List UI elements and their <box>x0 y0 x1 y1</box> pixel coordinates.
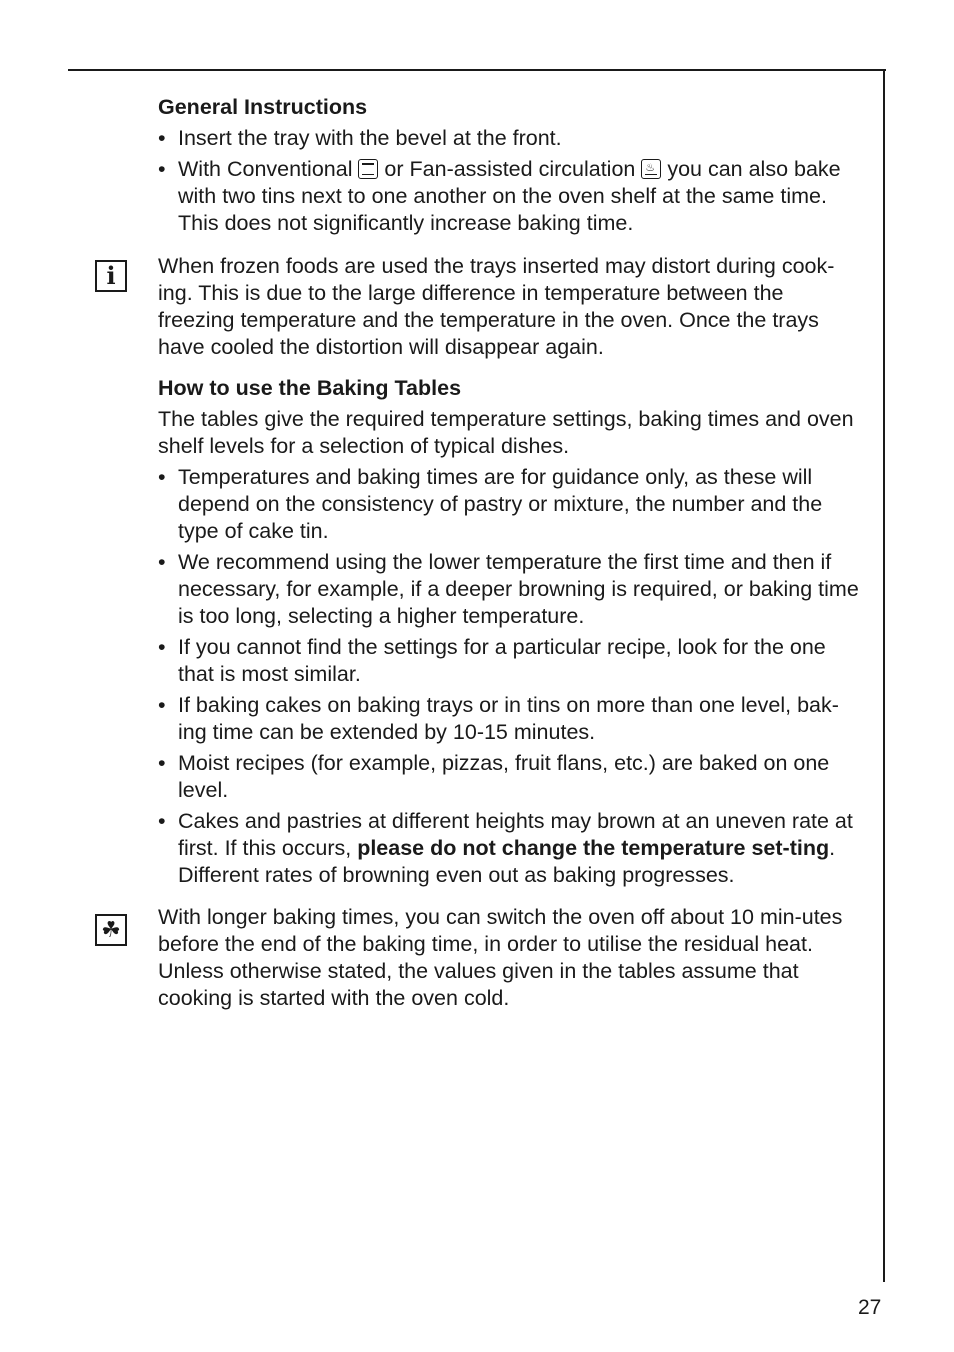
baking-tables-intro: The tables give the required temperature settings, baking times and oven shelf levels for a selection of typical dishes. <box>158 407 854 458</box>
energy-saving-icon: ☘ <box>95 914 127 946</box>
baking-tables-heading: How to use the Baking Tables <box>158 376 462 400</box>
fan-assisted-circulation-icon: ♨ <box>641 159 661 179</box>
right-margin-rule <box>883 69 885 1282</box>
list-item: • Moist recipes (for example, pizzas, fruit flans, etc.) are baked on one level. <box>158 750 862 804</box>
list-item: • With Conventional or Fan-assisted circulation ♨ you can also bake with two tins next to one another on the oven shelf at the same time. This does not significantly increase baking time. <box>158 156 862 237</box>
top-rule <box>68 69 886 71</box>
page-number: 27 <box>858 1296 882 1319</box>
general-instructions-list <box>158 125 862 237</box>
list-item: • Temperatures and baking times are for guidance only, as these will depend on the consistency of pastry or mixture, the number and the type of cake tin. <box>158 464 862 545</box>
page-content <box>158 94 862 1012</box>
frozen-foods-note: When frozen foods are used the trays inserted may distort during cook-ing. This is due to the large difference in temperature between the freezing temperature and the temperature in the oven. Once the trays have cooled the distortion will disappear again. <box>158 254 835 359</box>
baking-tables-list <box>158 464 862 889</box>
residual-heat-note: With longer baking times, you can switch the oven off about 10 min-utes before the end of the baking time, in order to utilise the residual heat. <box>158 905 843 956</box>
cold-start-note: Unless otherwise stated, the values given in the tables assume that cooking is started with the oven cold. <box>158 959 799 1010</box>
list-item: • If baking cakes on baking trays or in tins on more than one level, bak-ing time can be extended by 10-15 minutes. <box>158 692 862 746</box>
temperature-warning: please do not change the temperature set-ting <box>357 836 830 860</box>
info-icon: i <box>95 260 127 292</box>
list-item: • Cakes and pastries at different heights may brown at an uneven rate at first. If this occurs, please do not change the temperature set-ting. Different rates of browning even out as baking progresses. <box>158 808 862 889</box>
list-item: • We recommend using the lower temperature the first time and then if necessary, for example, if a deeper browning is required, or baking time is too long, selecting a higher temperature. <box>158 549 862 630</box>
conventional-heat-icon <box>358 159 378 179</box>
list-item: • If you cannot find the settings for a particular recipe, look for the one that is most similar. <box>158 634 862 688</box>
list-item: • Insert the tray with the bevel at the front. <box>158 125 862 152</box>
general-instructions-heading: General Instructions <box>158 95 368 119</box>
